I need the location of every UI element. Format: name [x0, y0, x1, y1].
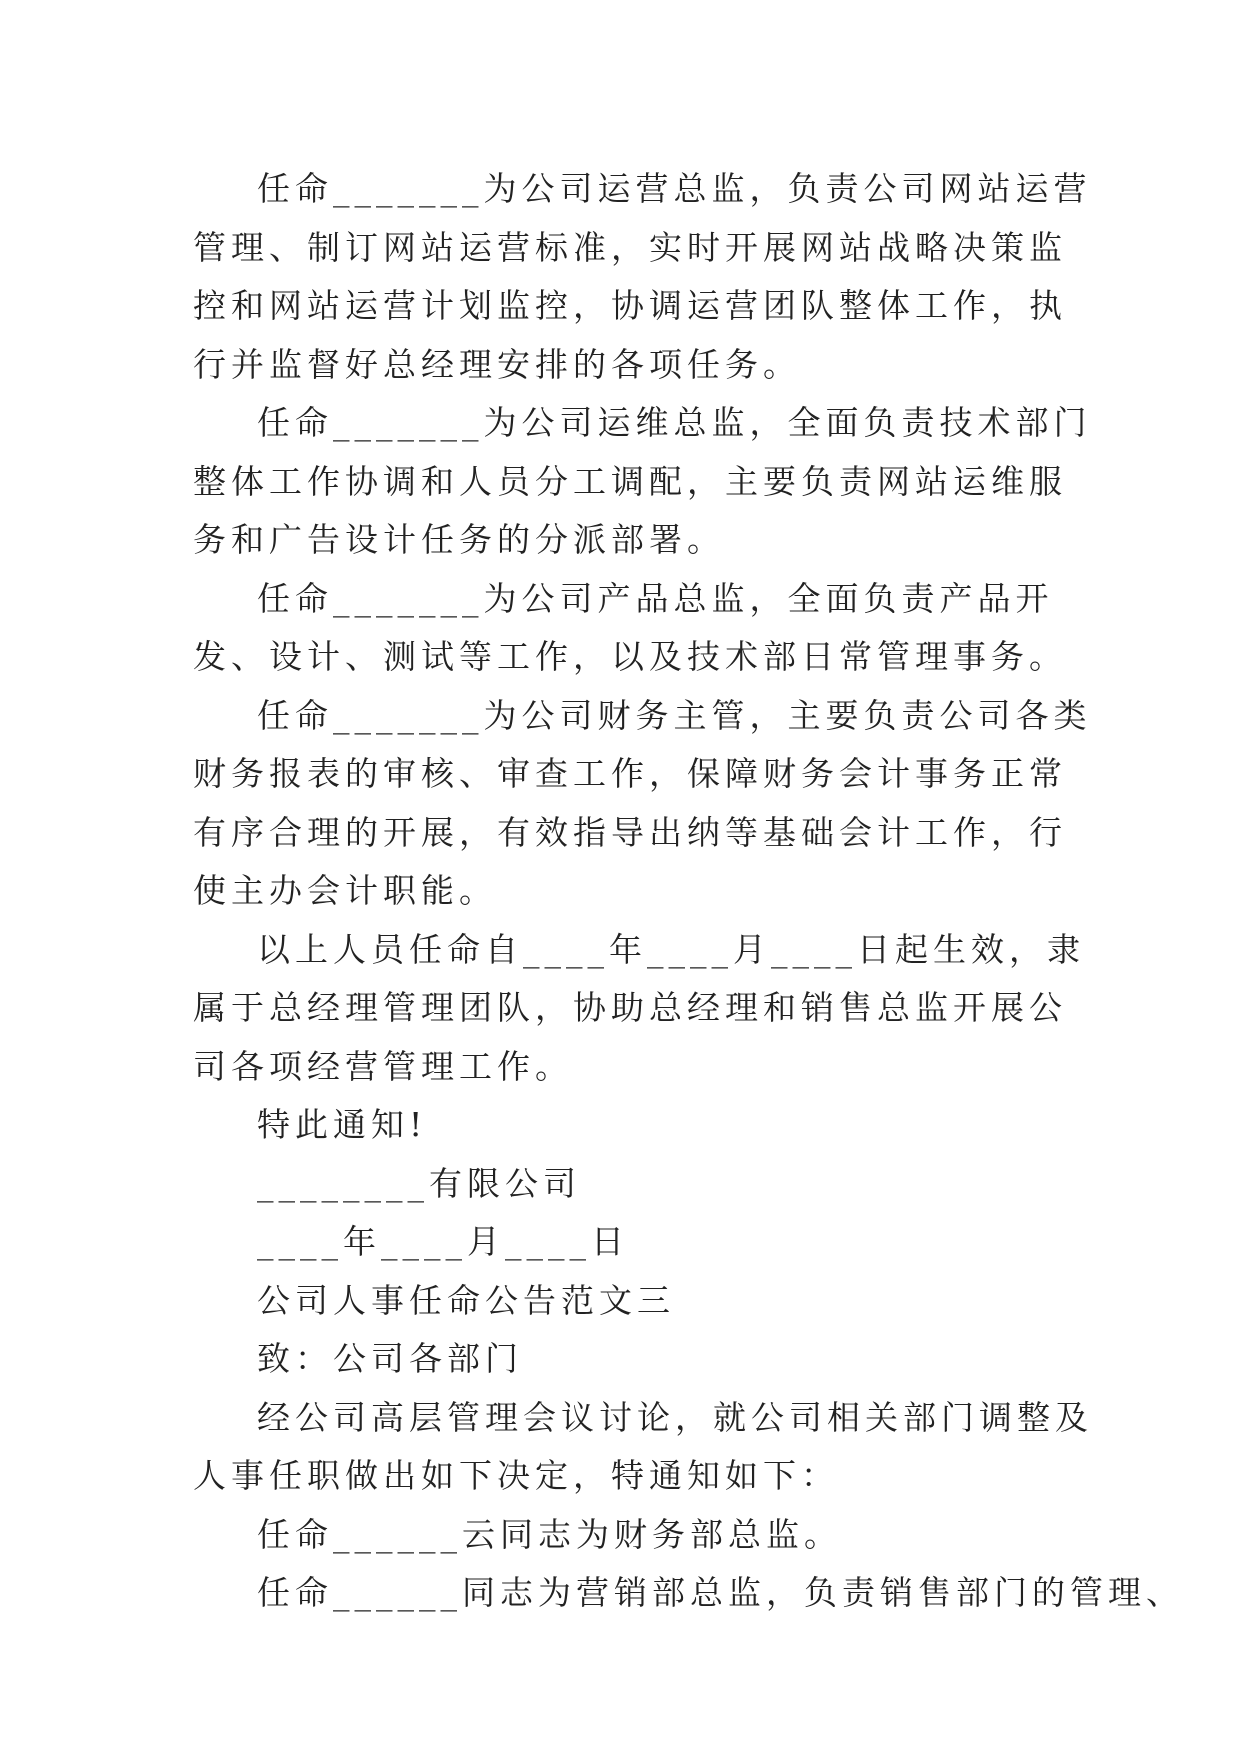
addressee-line: 致：公司各部门	[257, 1339, 523, 1378]
company-signature: ________有限公司	[257, 1163, 581, 1203]
section-title: 公司人事任命公告范文三	[257, 1280, 675, 1320]
document-body	[193, 160, 1184, 1623]
signature-date: ____年____月____日	[257, 1222, 629, 1261]
paragraph-product-director: 任命_______为公司产品总监，全面负责产品开发、设计、测试等工作，以及技术部日常管理事务。	[193, 578, 1067, 676]
paragraph-effective-date: 以上人员任命自____年____月____日起生效，隶属于总经理管理团队，协助总经理和销售总监开展公司各项经营管理工作。	[193, 929, 1085, 1086]
paragraph-ops-maintenance-director: 任命_______为公司运维总监，全面负责技术部门整体工作协调和人员分工调配，主要负责网站运维服务和广告设计任务的分派部署。	[193, 403, 1092, 559]
paragraph-finance-supervisor: 任命_______为公司财务主管，主要负责公司各类财务报表的审核、审查工作，保障财务会计事务正常有序合理的开展，有效指导出纳等基础会计工作，行使主办会计职能。	[193, 695, 1092, 910]
intro-paragraph: 经公司高层管理会议讨论，就公司相关部门调整及人事任职做出如下决定，特通知如下：	[193, 1397, 1093, 1495]
appointment-finance: 任命______云同志为财务部总监。	[257, 1514, 842, 1554]
notice-line: 特此通知!	[257, 1105, 428, 1144]
paragraph-operations-director: 任命_______为公司运营总监，负责公司网站运营管理、制订网站运营标准，实时开展网站战略决策监控和网站运营计划监控，协调运营团队整体工作，执行并监督好总经理安排的各项任务。	[193, 169, 1092, 384]
appointment-marketing: 任命______同志为营销部总监，负责销售部门的管理、	[257, 1573, 1184, 1612]
